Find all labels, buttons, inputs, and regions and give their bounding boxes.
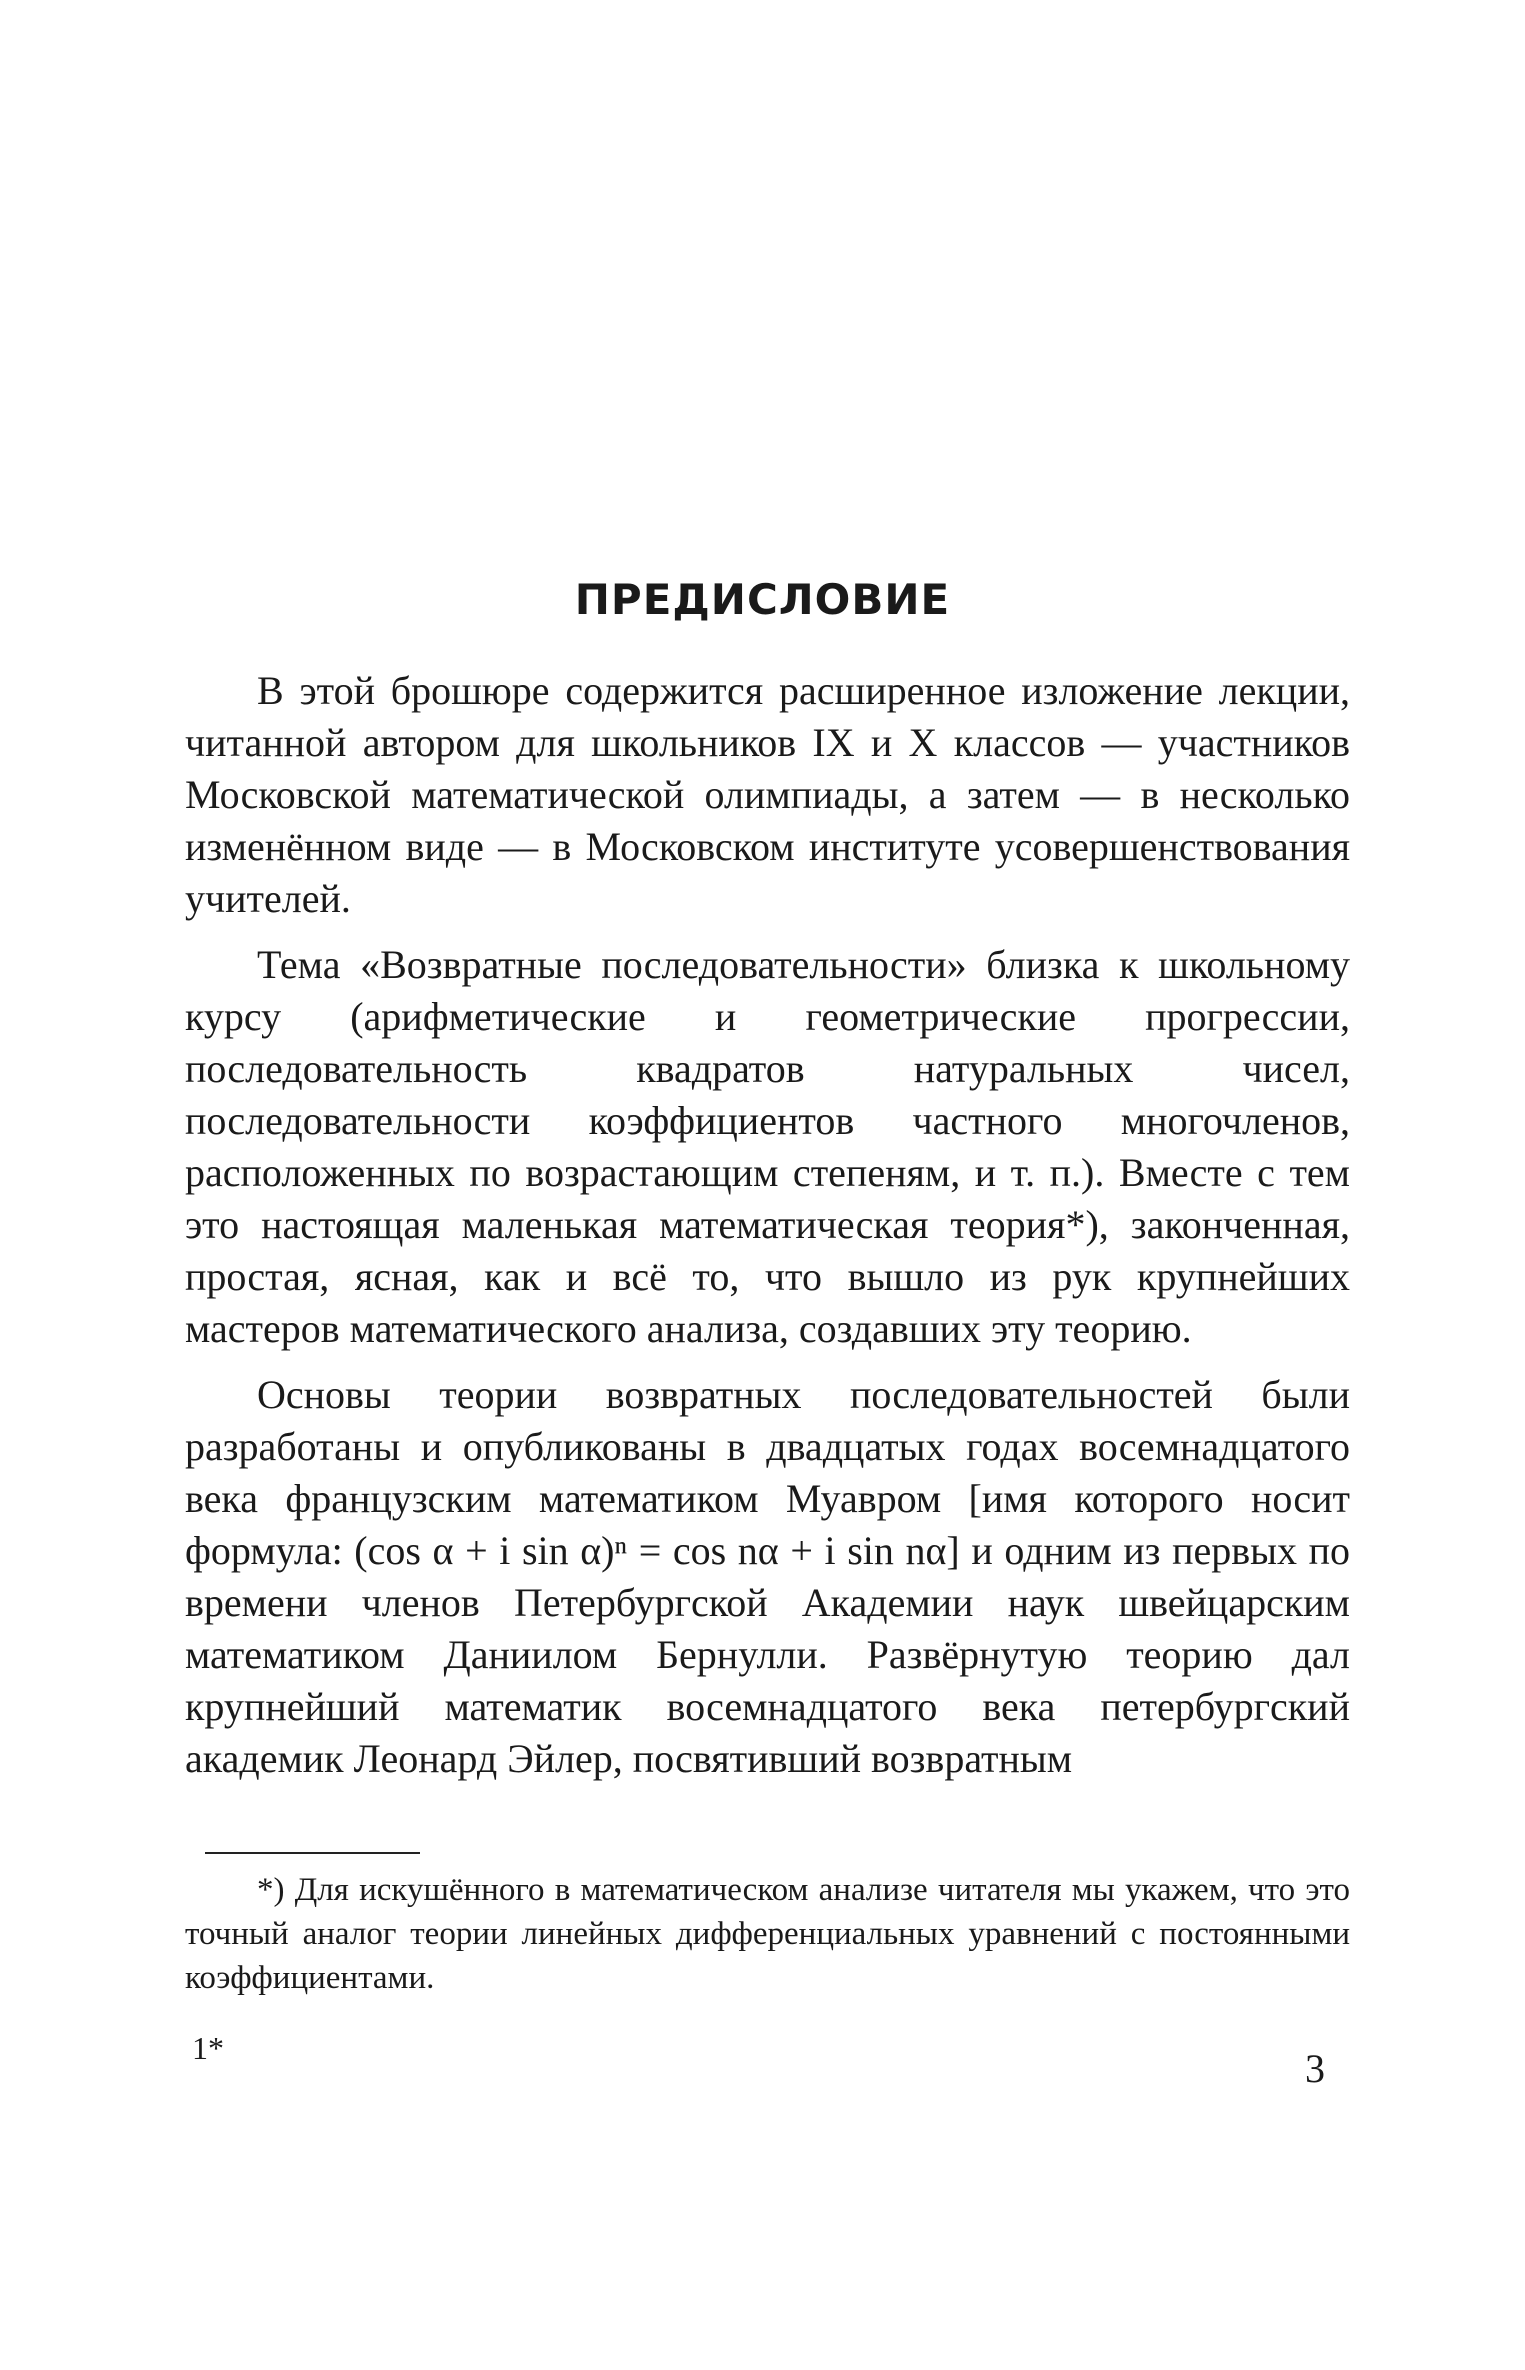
footnote: [185, 1868, 1350, 2000]
footnote-divider: [205, 1852, 420, 1854]
paragraph: В этой брошюре содержится расширенное изложение лекции, читанной автором для школьников IX и X классов — участников Московской математической олимпиады, а затем — в несколько изменённом виде — в Московском институте усовершенствования учителей.: [185, 668, 1350, 921]
paragraph: Основы теории возвратных последовательностей были разработаны и опубликованы в двадцатых годах восемнадцатого века французским математиком Муавром [имя которого носит формула: (cos α + i sin α)ⁿ = cos nα + i sin nα] и одним из первых по времени членов Петербургской Академии наук швейцарским математиком Даниилом Бернулли. Развёрнутую теорию дал крупнейший математик восемнадцатого века петербургский академик Леонард Эйлер, посвятивший возвратным: [185, 1372, 1350, 1781]
signature-mark: 1*: [192, 2030, 224, 2066]
footnote-text: *) Для искушённого в математическом анализе читателя мы укажем, что это точный аналог теории линейных дифференциальных уравнений с постоянными коэффициентами.: [185, 1872, 1350, 1996]
paragraph: Тема «Возвратные последовательности» близка к школьному курсу (арифметические и геометрические прогрессии, последовательность квадратов натуральных чисел, последовательности коэффициентов частного многочленов, расположенных по возрастающим степеням, и т. п.). Вместе с тем это настоящая маленькая математическая теория*), законченная, простая, ясная, как и всё то, что вышло из рук крупнейших мастеров математического анализа, создавших эту теорию.: [185, 942, 1350, 1351]
page-heading: ПРЕДИСЛОВИЕ: [574, 575, 951, 624]
preface-body: [185, 665, 1350, 1799]
page-number: 3: [1305, 2046, 1325, 2091]
